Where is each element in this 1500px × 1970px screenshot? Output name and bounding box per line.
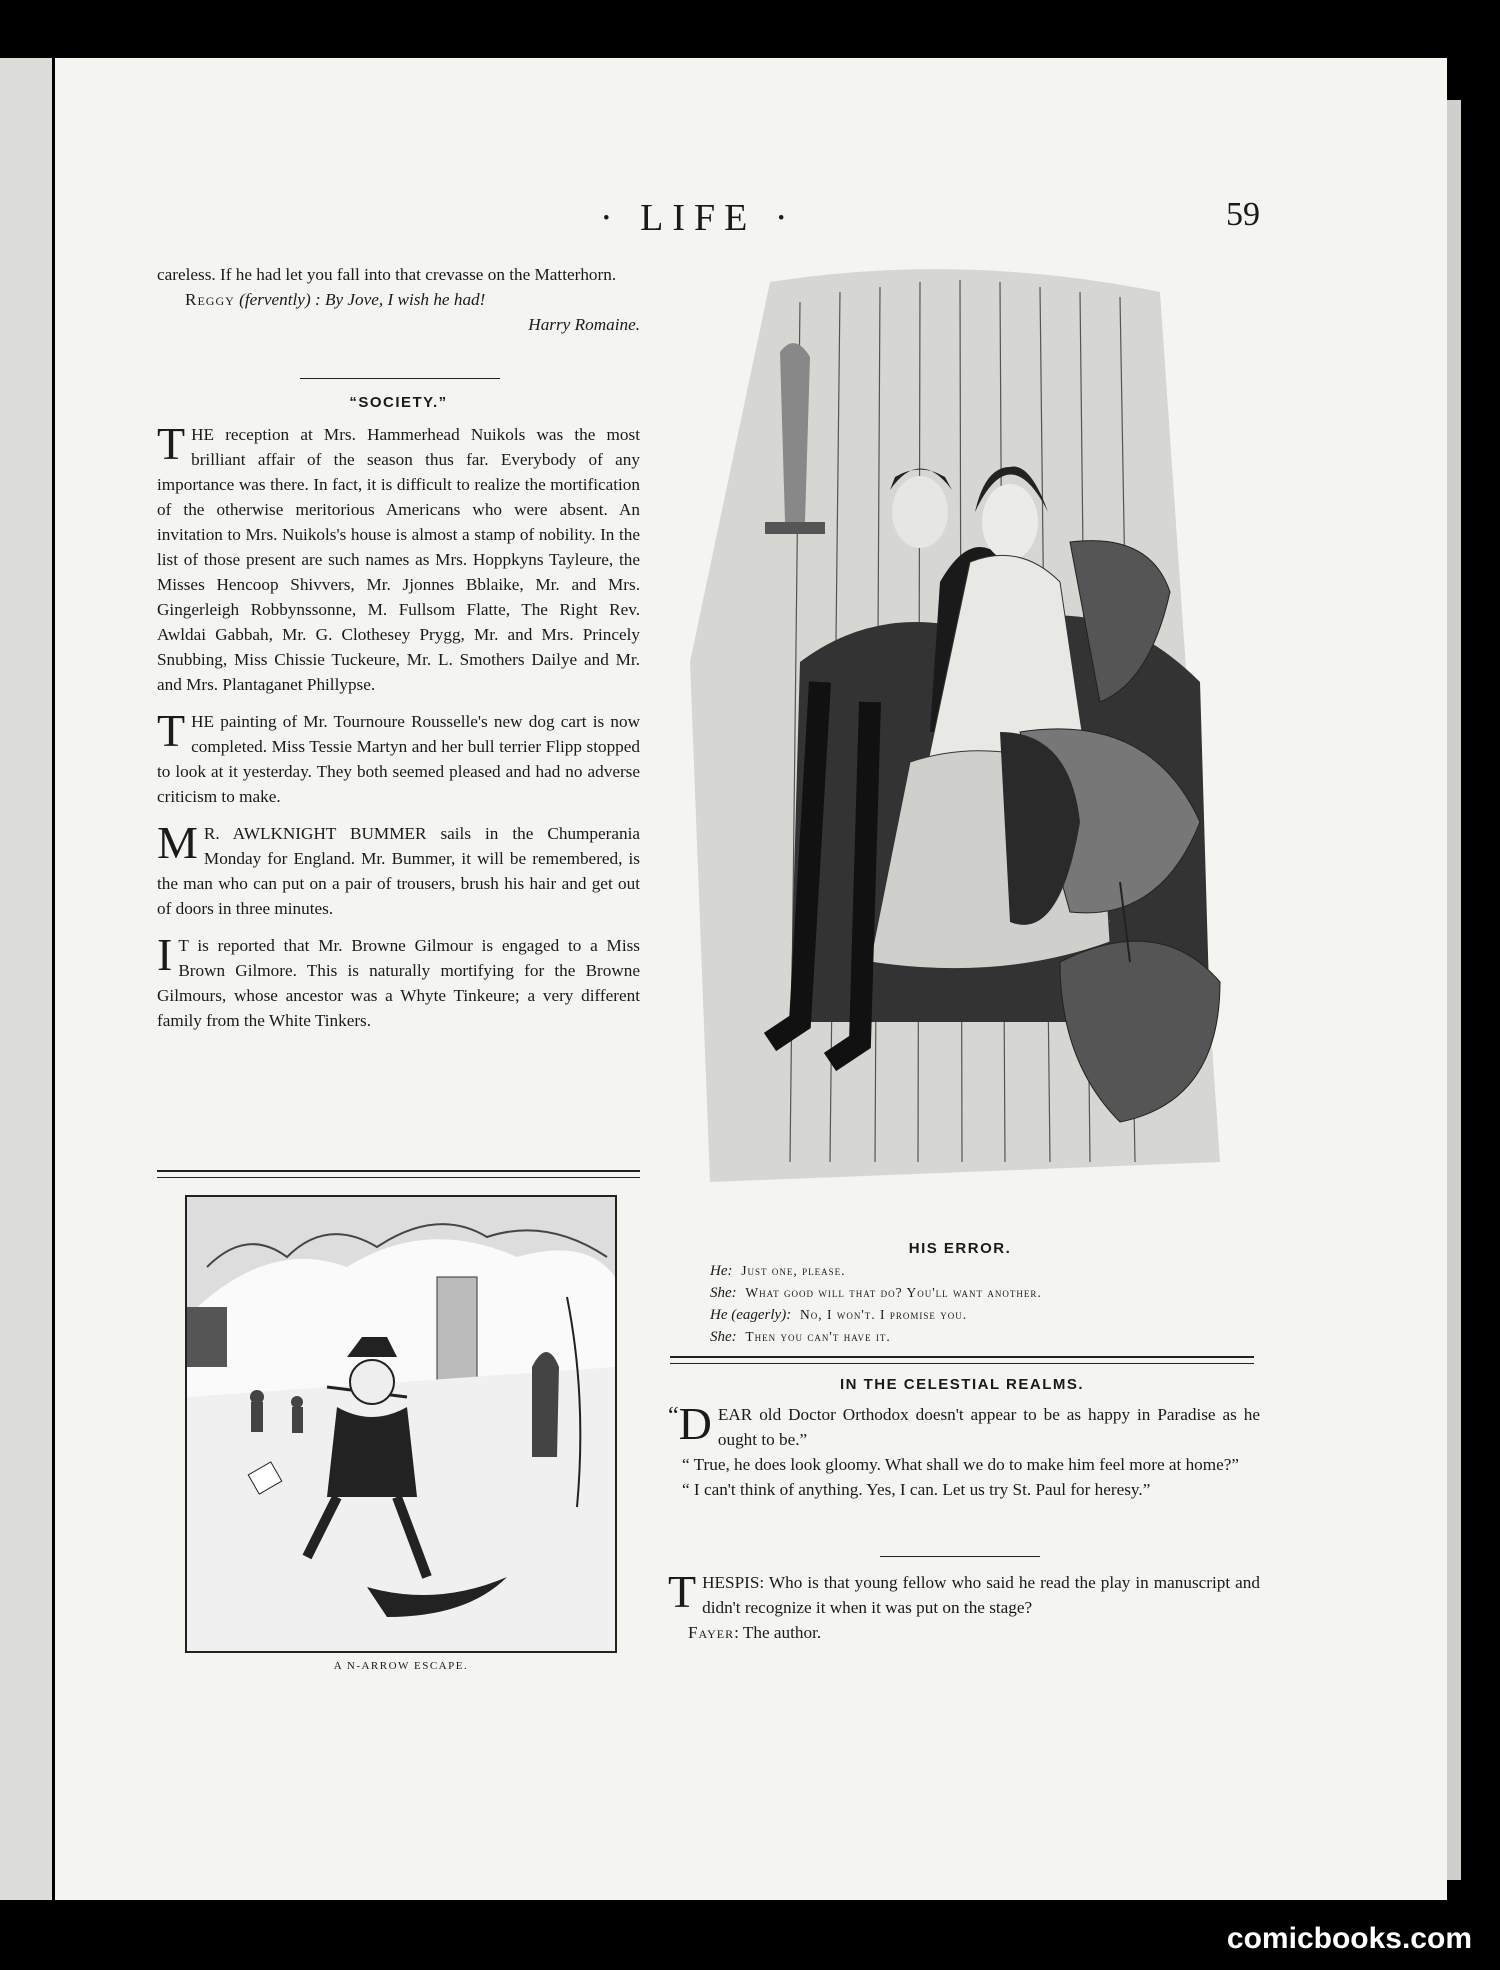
society-paragraph-4	[157, 929, 640, 1033]
paragraph-text: HE reception at Mrs. Hammerhead Nuikols was the most brilliant affair of the season thus far. Everybody of any importance was there. In fact, it is difficult to realize the mortification of the otherwise meritorious Americans who were absent. An invitation to Mrs. Nuikols's house is almost a stamp of nobility. In the list of those present are such names as Mrs. Hoppkyns Tayleure, the Misses Hencoop Shivvers, Mr. Jjonnes Bblaike, Mr. and Mrs. Gingerleigh Robbynssonne, M. Fullsom Flatte, The Right Rev. Awldai Gabbah, Mr. G. Clothesey Prygg, Mr. and Mrs. Princely Snubbing, Miss Chissie Tuckeure, Mr. L. Smothers Dailye and Mr. and Mrs. Plantaganet Phillypse.	[157, 425, 640, 694]
his-error-illustration	[680, 262, 1240, 1192]
celestial-paragraph-3: “ I can't think of anything. Yes, I can. Let us try St. Paul for heresy.”	[682, 1480, 1151, 1499]
celestial-paragraph-2: “ True, he does look gloomy. What shall we do to make him feel more at home?”	[682, 1455, 1240, 1474]
his-error-title: HIS ERROR.	[908, 1240, 1012, 1257]
drop-cap: T	[157, 418, 186, 469]
dialog-text: Just one, please.	[741, 1263, 846, 1278]
dialog-text: No, I won't. I promise you.	[799, 1307, 968, 1322]
cartoon-illustration	[185, 1195, 617, 1653]
reply-text: : By Jove, I wish he had!	[314, 290, 486, 309]
dialog-speaker: She:	[710, 1285, 737, 1301]
column-divider	[670, 1356, 1254, 1364]
drop-cap: I	[157, 929, 173, 980]
thespis-column	[668, 1566, 1260, 1645]
celestial-paragraph-1	[668, 1398, 1260, 1452]
cartoon-caption: A N-ARROW ESCAPE.	[333, 1660, 469, 1672]
his-error-dialog	[710, 1260, 1250, 1348]
paragraph-text: HESPIS: Who is that young fellow who said he read the play in manuscript and didn't recognize it when it was put on the stage?	[702, 1573, 1260, 1617]
society-paragraph-1	[157, 418, 640, 697]
celestial-title: IN THE CELESTIAL REALMS.	[839, 1376, 1085, 1393]
celestial-column	[668, 1398, 1260, 1502]
page-edge	[1447, 100, 1461, 1880]
paragraph-text: R. AWLKNIGHT BUMMER sails in the Chumperania Monday for England. Mr. Bummer, it will be remembered, is the man who can put on a pair of trousers, brush his hair and get out of doors in three minutes.	[157, 824, 640, 918]
drop-cap: T	[668, 1566, 697, 1617]
thespis-paragraph	[668, 1566, 1260, 1620]
open-quote: “	[668, 1403, 679, 1429]
dialog-text: Then you can't have it.	[745, 1329, 891, 1344]
society-column	[157, 418, 640, 1033]
drop-cap: D	[678, 1398, 712, 1449]
author-signature: Harry Romaine.	[528, 315, 640, 334]
society-paragraph-2	[157, 705, 640, 809]
dialog-text: What good will that do? You'll want another.	[745, 1285, 1042, 1300]
drop-cap: T	[157, 705, 186, 756]
drop-cap: M	[157, 817, 198, 868]
paragraph-text: EAR old Doctor Orthodox doesn't appear to be as happy in Paradise as he ought to be.”	[717, 1405, 1260, 1449]
section-rule	[880, 1556, 1040, 1557]
cartoon-drawing	[187, 1197, 615, 1651]
dialog-line	[710, 1326, 1250, 1348]
dialog-speaker: He:	[710, 1263, 733, 1279]
intro-block	[157, 262, 640, 337]
society-paragraph-3	[157, 817, 640, 921]
thespis-answer	[668, 1620, 1260, 1645]
speaker-name: Reggy	[185, 290, 235, 309]
dialog-line	[710, 1282, 1250, 1304]
dialog-speaker: He (eagerly):	[710, 1307, 792, 1323]
paragraph-text: HE painting of Mr. Tournoure Rousselle's new dog cart is now completed. Miss Tessie Martyn and her bull terrier Flipp stopped to look at it yesterday. They both seemed pleased and had no adverse criticism to make.	[157, 712, 640, 806]
page-number: 59	[1226, 196, 1260, 233]
answer-text: : The author.	[734, 1623, 822, 1642]
site-watermark: comicbooks.com	[1226, 1922, 1472, 1955]
facing-page-edge	[0, 58, 52, 1900]
dialog-line	[710, 1260, 1250, 1282]
column-divider	[157, 1170, 640, 1178]
dialog-line	[710, 1304, 1250, 1326]
intro-line: careless. If he had let you fall into that crevasse on the Matterhorn.	[157, 265, 617, 284]
dialog-speaker: She:	[710, 1329, 737, 1345]
section-rule	[300, 378, 500, 379]
running-head: · LIFE ·	[600, 197, 797, 239]
stage-direction: (fervently)	[239, 290, 311, 309]
speaker-name: Fayer	[688, 1623, 735, 1642]
paragraph-text: T is reported that Mr. Browne Gilmour is engaged to a Miss Brown Gilmore. This is naturally mortifying for the Browne Gilmours, whose ancestor was a Whyte Tinkeure; a very different family from the White Tinkers.	[157, 936, 640, 1030]
society-title: “SOCIETY.”	[349, 394, 448, 411]
intro-reply-line	[157, 287, 640, 312]
